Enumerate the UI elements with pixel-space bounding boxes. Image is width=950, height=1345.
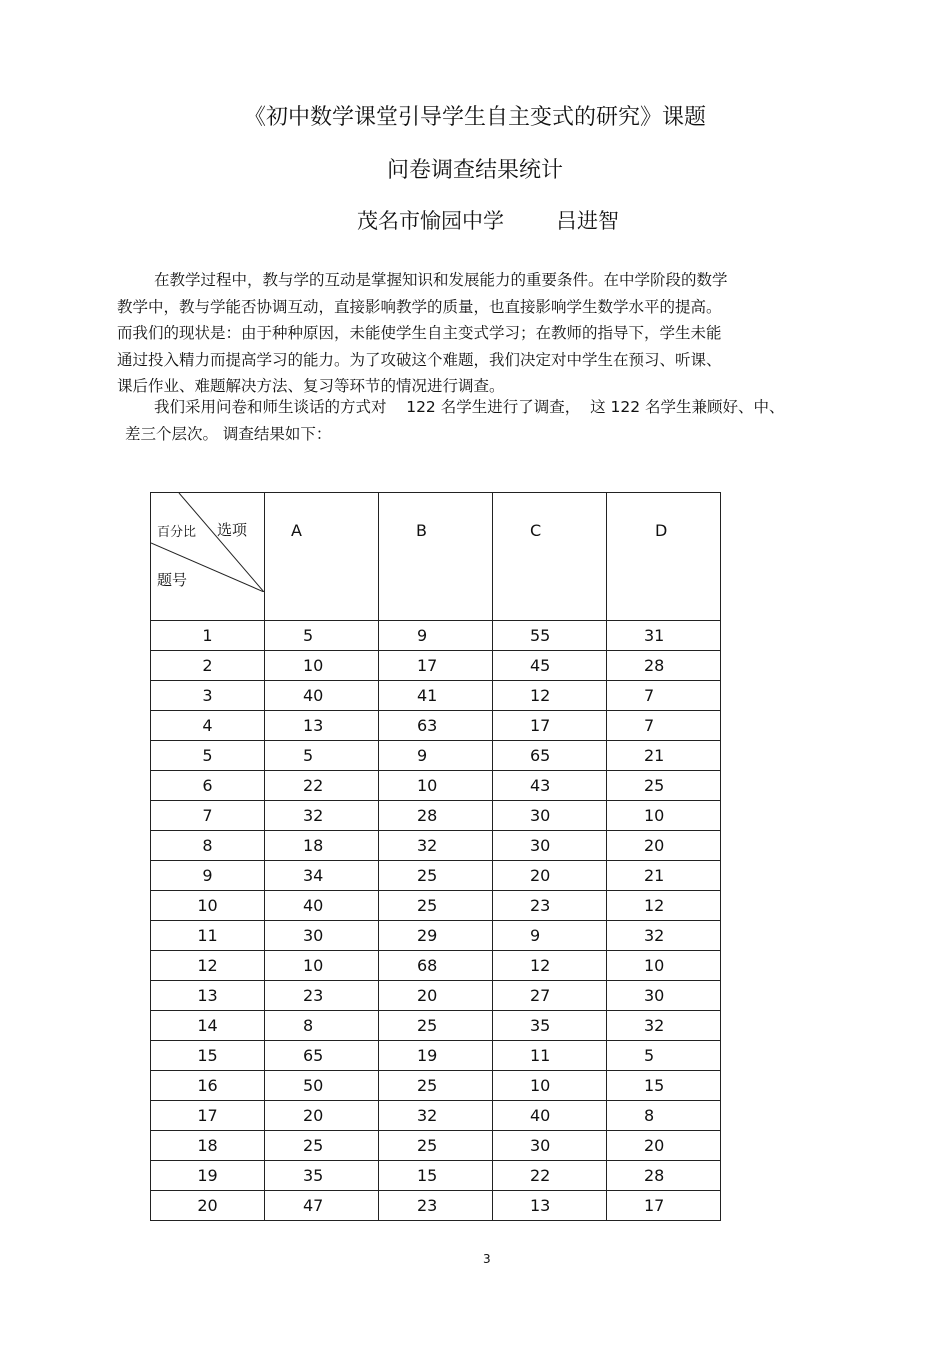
percent-cell: 5 xyxy=(265,741,379,771)
corner-question-label: 题号 xyxy=(157,571,188,589)
percent-cell: 12 xyxy=(607,891,721,921)
percent-cell: 9 xyxy=(379,741,493,771)
percent-cell: 68 xyxy=(379,951,493,981)
percent-cell: 25 xyxy=(265,1131,379,1161)
question-number-cell: 12 xyxy=(151,951,265,981)
table-header-row xyxy=(151,493,721,621)
question-number-cell: 18 xyxy=(151,1131,265,1161)
percent-cell: 9 xyxy=(493,921,607,951)
method-paragraph xyxy=(117,394,857,447)
author-name: 吕进智 xyxy=(556,209,619,233)
question-number-cell: 1 xyxy=(151,621,265,651)
question-number-cell: 11 xyxy=(151,921,265,951)
question-number-cell: 8 xyxy=(151,831,265,861)
table-row xyxy=(151,711,721,741)
header-b: B xyxy=(379,493,493,621)
percent-cell: 32 xyxy=(607,1011,721,1041)
percent-cell: 10 xyxy=(607,801,721,831)
percent-cell: 21 xyxy=(607,861,721,891)
percent-cell: 63 xyxy=(379,711,493,741)
table-row xyxy=(151,771,721,801)
paragraph-line: 我们采用问卷和师生谈话的方式对 122 名学生进行了调查， 这 122 名学生兼顾好、中、 xyxy=(154,398,785,416)
percent-cell: 32 xyxy=(379,1101,493,1131)
percent-cell: 25 xyxy=(379,1131,493,1161)
percent-cell: 13 xyxy=(493,1191,607,1221)
document-title: 《初中数学课堂引导学生自主变式的研究》课题 xyxy=(243,105,706,130)
percent-cell: 40 xyxy=(265,891,379,921)
percent-cell: 11 xyxy=(493,1041,607,1071)
percent-cell: 5 xyxy=(265,621,379,651)
question-number-cell: 14 xyxy=(151,1011,265,1041)
table-row xyxy=(151,951,721,981)
paragraph-line: 教学中，教与学能否协调互动，直接影响教学的质量，也直接影响学生数学水平的提高。 xyxy=(117,297,722,316)
percent-cell: 23 xyxy=(493,891,607,921)
table-row xyxy=(151,681,721,711)
percent-cell: 23 xyxy=(379,1191,493,1221)
percent-cell: 10 xyxy=(265,651,379,681)
percent-cell: 30 xyxy=(493,801,607,831)
intro-paragraph xyxy=(117,267,857,400)
percent-cell: 7 xyxy=(607,711,721,741)
percent-cell: 29 xyxy=(379,921,493,951)
percent-cell: 20 xyxy=(265,1101,379,1131)
percent-cell: 20 xyxy=(607,1131,721,1161)
percent-cell: 28 xyxy=(607,1161,721,1191)
percent-cell: 25 xyxy=(379,861,493,891)
percent-cell: 17 xyxy=(607,1191,721,1221)
percent-cell: 12 xyxy=(493,681,607,711)
table-row xyxy=(151,651,721,681)
question-number-cell: 16 xyxy=(151,1071,265,1101)
percent-cell: 30 xyxy=(265,921,379,951)
percent-cell: 30 xyxy=(493,831,607,861)
percent-cell: 12 xyxy=(493,951,607,981)
percent-cell: 20 xyxy=(493,861,607,891)
percent-cell: 17 xyxy=(379,651,493,681)
percent-cell: 7 xyxy=(607,681,721,711)
page-number: 3 xyxy=(483,1252,491,1266)
percent-cell: 20 xyxy=(379,981,493,1011)
percent-cell: 30 xyxy=(607,981,721,1011)
table-row xyxy=(151,1041,721,1071)
table-row xyxy=(151,1101,721,1131)
header-a: A xyxy=(265,493,379,621)
table-row xyxy=(151,1191,721,1221)
percent-cell: 27 xyxy=(493,981,607,1011)
paragraph-line: 课后作业、难题解决方法、复习等环节的情况进行调查。 xyxy=(117,377,505,395)
question-number-cell: 19 xyxy=(151,1161,265,1191)
author-line xyxy=(357,205,619,235)
percent-cell: 18 xyxy=(265,831,379,861)
question-number-cell: 7 xyxy=(151,801,265,831)
percent-cell: 45 xyxy=(493,651,607,681)
percent-cell: 10 xyxy=(493,1071,607,1101)
percent-cell: 55 xyxy=(493,621,607,651)
table-row xyxy=(151,1071,721,1101)
table-row xyxy=(151,621,721,651)
table-row xyxy=(151,801,721,831)
header-c: C xyxy=(493,493,607,621)
percent-cell: 15 xyxy=(379,1161,493,1191)
question-number-cell: 15 xyxy=(151,1041,265,1071)
percent-cell: 10 xyxy=(607,951,721,981)
percent-cell: 40 xyxy=(265,681,379,711)
percent-cell: 23 xyxy=(265,981,379,1011)
percent-cell: 25 xyxy=(379,891,493,921)
question-number-cell: 17 xyxy=(151,1101,265,1131)
paragraph-line: 通过投入精力而提高学习的能力。为了攻破这个难题，我们决定对中学生在预习、听课、 xyxy=(117,350,722,369)
percent-cell: 30 xyxy=(493,1131,607,1161)
corner-cell xyxy=(151,493,265,621)
table-row xyxy=(151,861,721,891)
percent-cell: 8 xyxy=(265,1011,379,1041)
percent-cell: 40 xyxy=(493,1101,607,1131)
percent-cell: 65 xyxy=(265,1041,379,1071)
percent-cell: 25 xyxy=(379,1011,493,1041)
corner-percent-label: 百分比 xyxy=(157,525,197,540)
question-number-cell: 10 xyxy=(151,891,265,921)
percent-cell: 32 xyxy=(379,831,493,861)
table-row xyxy=(151,891,721,921)
percent-cell: 5 xyxy=(607,1041,721,1071)
table-row xyxy=(151,1011,721,1041)
question-number-cell: 3 xyxy=(151,681,265,711)
percent-cell: 22 xyxy=(493,1161,607,1191)
percent-cell: 20 xyxy=(607,831,721,861)
author-school: 茂名市愉园中学 xyxy=(357,209,504,233)
percent-cell: 22 xyxy=(265,771,379,801)
question-number-cell: 4 xyxy=(151,711,265,741)
table-row xyxy=(151,921,721,951)
percent-cell: 10 xyxy=(265,951,379,981)
percent-cell: 31 xyxy=(607,621,721,651)
percent-cell: 13 xyxy=(265,711,379,741)
percent-cell: 19 xyxy=(379,1041,493,1071)
paragraph-line: 而我们的现状是：由于种种原因，未能使学生自主变式学习；在教师的指导下，学生未能 xyxy=(117,324,722,342)
header-d: D xyxy=(607,493,721,621)
percent-cell: 34 xyxy=(265,861,379,891)
paragraph-line: 在教学过程中，教与学的互动是掌握知识和发展能力的重要条件。在中学阶段的数学 xyxy=(154,271,728,289)
percent-cell: 47 xyxy=(265,1191,379,1221)
percent-cell: 15 xyxy=(607,1071,721,1101)
question-number-cell: 9 xyxy=(151,861,265,891)
percent-cell: 28 xyxy=(379,801,493,831)
table-row xyxy=(151,741,721,771)
question-number-cell: 13 xyxy=(151,981,265,1011)
percent-cell: 41 xyxy=(379,681,493,711)
percent-cell: 35 xyxy=(265,1161,379,1191)
question-number-cell: 2 xyxy=(151,651,265,681)
paragraph-line: 差三个层次。 调查结果如下： xyxy=(125,424,332,443)
table-row xyxy=(151,831,721,861)
percent-cell: 8 xyxy=(607,1101,721,1131)
percent-cell: 50 xyxy=(265,1071,379,1101)
percent-cell: 43 xyxy=(493,771,607,801)
percent-cell: 28 xyxy=(607,651,721,681)
table-row xyxy=(151,1161,721,1191)
corner-option-label: 选项 xyxy=(217,521,248,539)
percent-cell: 9 xyxy=(379,621,493,651)
question-number-cell: 5 xyxy=(151,741,265,771)
percent-cell: 25 xyxy=(607,771,721,801)
survey-results-table xyxy=(150,492,721,1221)
percent-cell: 10 xyxy=(379,771,493,801)
percent-cell: 32 xyxy=(607,921,721,951)
percent-cell: 32 xyxy=(265,801,379,831)
percent-cell: 65 xyxy=(493,741,607,771)
table-row xyxy=(151,1131,721,1161)
table-row xyxy=(151,981,721,1011)
question-number-cell: 20 xyxy=(151,1191,265,1221)
percent-cell: 21 xyxy=(607,741,721,771)
document-subtitle: 问卷调查结果统计 xyxy=(386,158,563,183)
percent-cell: 25 xyxy=(379,1071,493,1101)
question-number-cell: 6 xyxy=(151,771,265,801)
percent-cell: 35 xyxy=(493,1011,607,1041)
percent-cell: 17 xyxy=(493,711,607,741)
